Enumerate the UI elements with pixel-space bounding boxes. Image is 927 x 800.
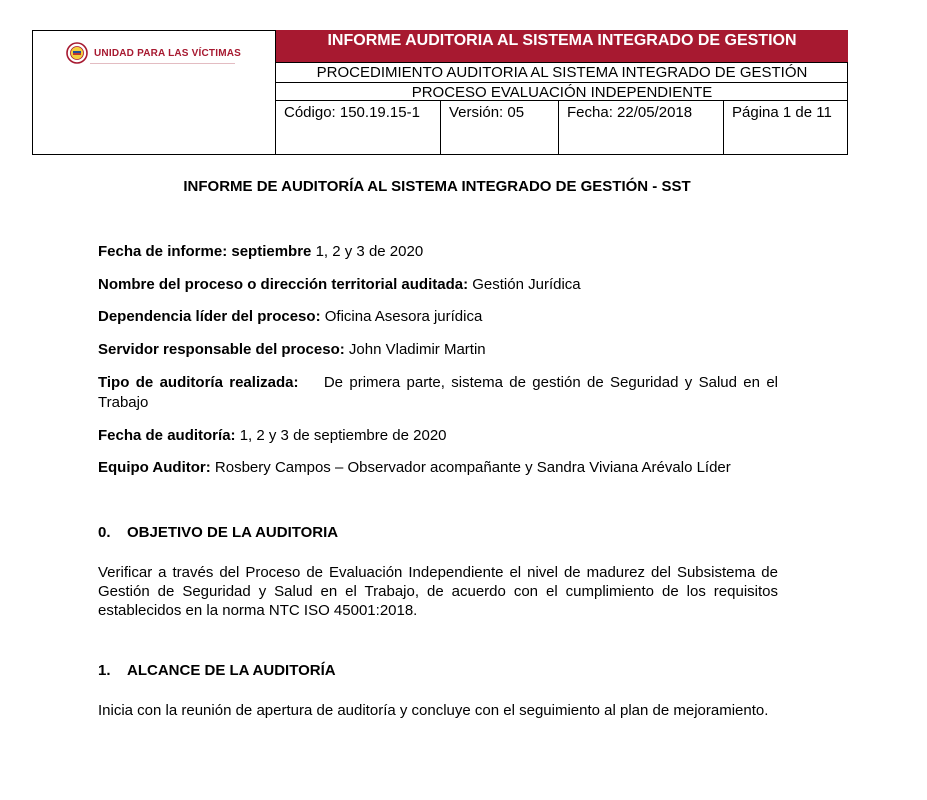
report-date-value: 1, 2 y 3 de 2020 [311,243,424,260]
team-value: Rosbery Campos – Observador acompañante y Sandra Viviana Arévalo Líder [210,459,731,476]
header-code: Código: 150.19.15-1 [276,101,441,155]
server-label: Servidor responsable del proceso: [98,341,345,358]
header-date: Fecha: 22/05/2018 [559,101,724,155]
section-heading-objective [98,524,338,541]
document-title: INFORME DE AUDITORÍA AL SISTEMA INTEGRADO DE GESTIÓN - SST [183,178,691,195]
audit-type-label: Tipo de auditoría realizada: [98,374,299,391]
field-audit-type [98,373,778,413]
field-server [98,340,778,360]
section-number: 1. [98,662,111,679]
field-team [98,458,778,478]
section-body-scope: Inicia con la reunión de apertura de auditoría y concluye con el seguimiento al plan de mejoramiento. [98,702,769,719]
report-date-label: Fecha de informe: septiembre [98,243,312,260]
field-report-date [98,242,778,262]
header-version: Versión: 05 [441,101,559,155]
section-title: ALCANCE DE LA AUDITORÍA [127,662,336,679]
dependency-label: Dependencia líder del proceso: [98,308,321,325]
field-process [98,275,778,295]
header-page: Página 1 de 11 [732,104,832,121]
process-label: Nombre del proceso o dirección territorial auditada: [98,276,469,293]
logo-underline [90,63,235,64]
header-process: PROCESO EVALUACIÓN INDEPENDIENTE [276,83,848,101]
header-title: INFORME AUDITORIA AL SISTEMA INTEGRADO DE GESTION [276,30,848,63]
audit-date-label: Fecha de auditoría: [98,427,236,444]
section-number: 0. [98,524,111,541]
audit-date-value: 1, 2 y 3 de septiembre de 2020 [235,427,447,444]
field-dependency [98,307,778,327]
colombia-seal-icon [66,42,88,64]
team-label: Equipo Auditor: [98,459,211,476]
header-procedure: PROCEDIMIENTO AUDITORIA AL SISTEMA INTEGRADO DE GESTIÓN [276,63,848,83]
audit-type-value: De primera parte, sistema de gestión de Seguridad y Salud en el Trabajo [98,374,779,411]
process-value: Gestión Jurídica [468,276,581,293]
section-heading-scope [98,662,336,679]
section-title: OBJETIVO DE LA AUDITORIA [127,524,339,541]
dependency-value: Oficina Asesora jurídica [320,308,483,325]
section-body-objective: Verificar a través del Proceso de Evaluación Independiente el nivel de madurez del Subsistema de Gestión de Seguridad y Salud en el Trabajo, de acuerdo con el cumplimiento de los requisitos establecidos en la norma NTC ISO 45001:2018. [98,564,778,619]
server-value: John Vladimir Martin [344,341,486,358]
logo-text: UNIDAD PARA LAS VÍCTIMAS [94,47,242,59]
field-audit-date [98,426,778,446]
